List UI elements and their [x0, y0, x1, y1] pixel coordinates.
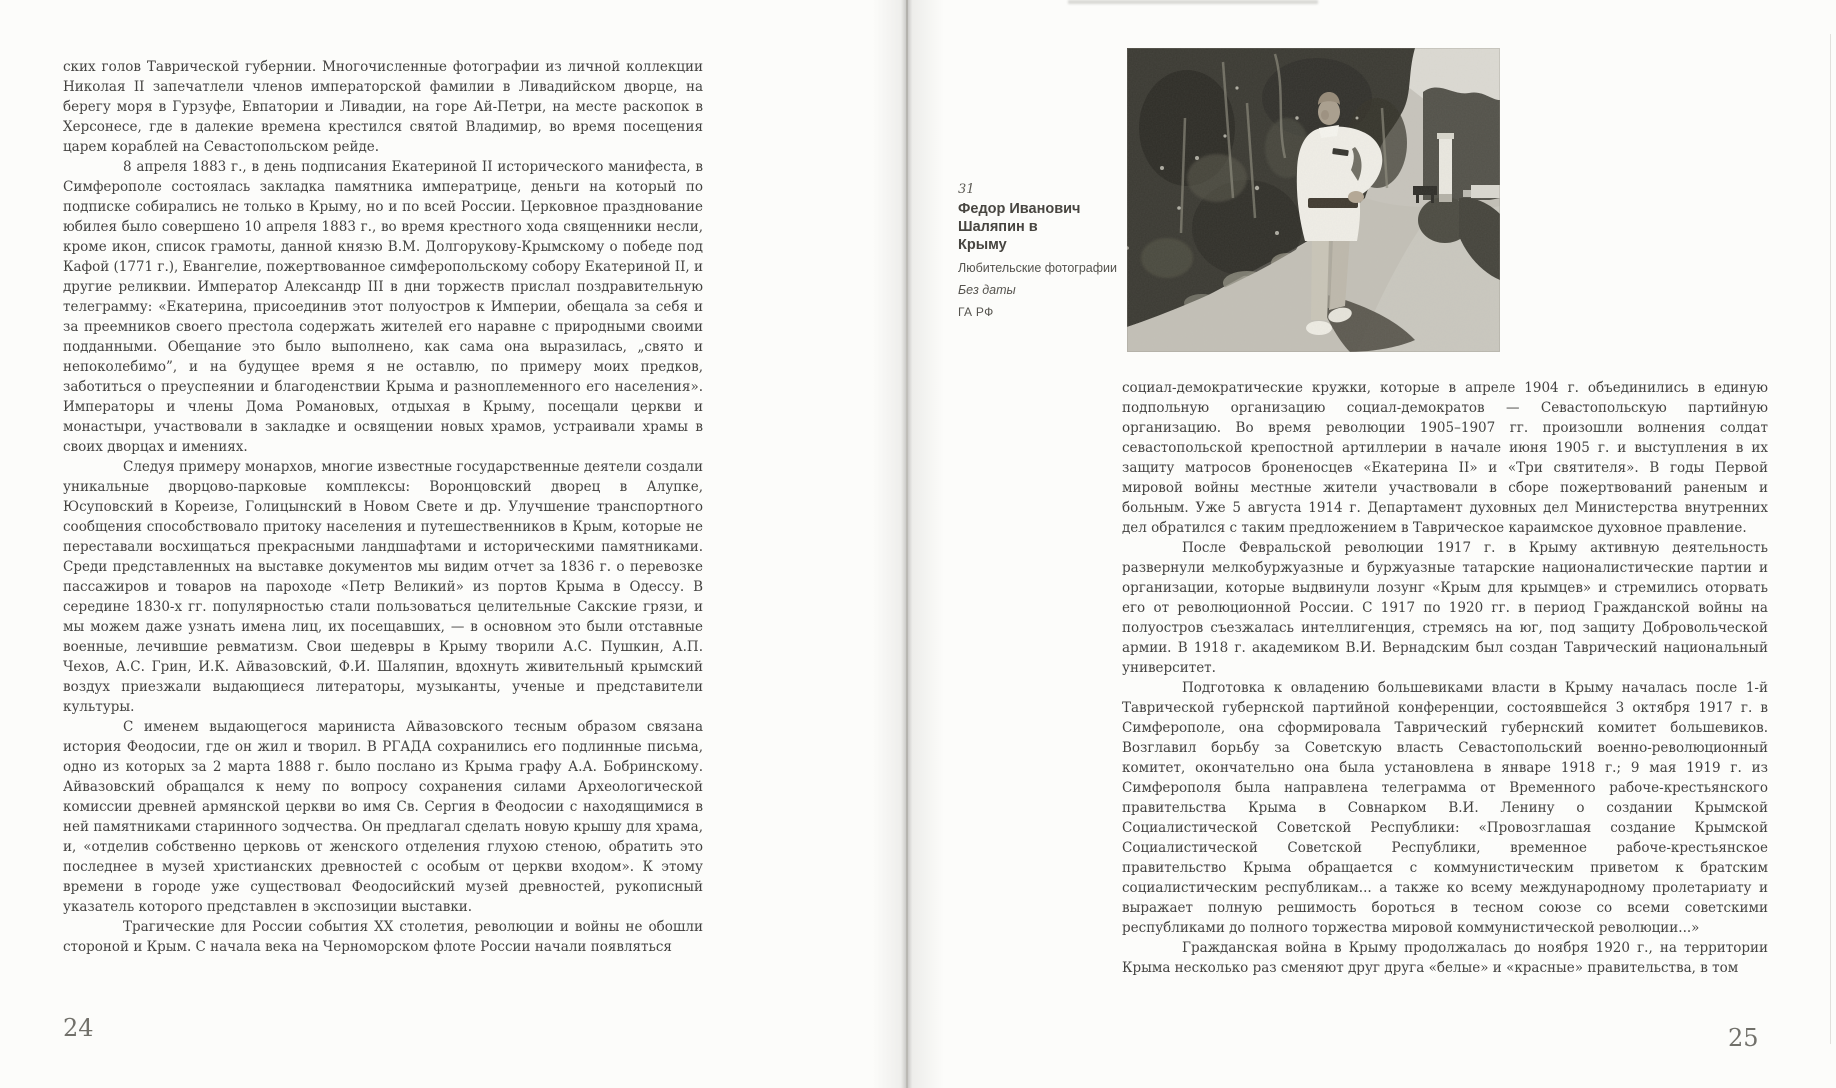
paragraph: ских голов Таврической губернии. Многочисленные фотографии из личной коллекции Николая II запечатлели членов императорской фамилии в Ливадийском дворце, на берегу моря в Гурзуфе, Евпатории и Ливадии, на горе Ай-Петри, на месте раскопок в Херсонесе, где в далекие времена крестился святой Владимир, во время посещения царем кораблей на Севастопольском рейде.: [63, 59, 703, 155]
paragraph: Подготовка к овладению большевиками власти в Крыму началась после 1-й Таврической губернской партийной конференции, состоявшейся 3 октября 1917 г. в Симферополе, она сформировала Таврический губернский комитет большевиков. Возглавил борьбу за Советскую власть Севастопольский военно-революционный комитет, окончательно она была установлена в январе 1918 г.; 9 мая 1919 г. из Симферополя была направлена телеграмма от Временного рабоче-крестьянского правительства Крыма в Совнарком В.И. Ленину о создании Крымской Социалистической Советской Республики: «Провозглашая создание Крымской Социалистической Советской Республики, временное рабоче-крестьянское правительство Крыма обращается с коммунистическим приветом к братским социалистическим республикам... а также ко всему международному пролетариату и выражает полную решимость бороться в тесном союзе со всеми советскими республиками до полного торжества мировой коммунистической революции...»: [1122, 680, 1768, 936]
figure-type: Любительские фотографии: [958, 261, 1117, 275]
paragraph: 8 апреля 1883 г., в день подписания Екатериной II исторического манифеста, в Симферополе состоялась закладка памятника императрице, деньги на который по подписке собирались не только в Крыму, но и по всей России. Церковное празднование юбилея было совершено 10 апреля 1883 г., во время крестного хода священники несли, кроме икон, список грамоты, данной князю В.М. Долгорукову-Крымскому о победе под Кафой (1771 г.), Евангелие, пожертвованное симферопольскому собору Екатериной II, и другие реликвии. Император Александр III в дни торжеств прислал поздравительную телеграмму: «Екатерина, присоединив этот полуостров к Империи, обещала за себя и за преемников своего престола содержать жителей его наравне с природными своими подданными. Обещание это было выполнено, как сама она выразилась, „свято и непоколебимо”, и на будущее время я не оставлю, по примеру моих предков, заботиться о преуспеянии и благоденствии Крыма и разноплеменного его населения». Императоры и члены Дома Романовых, отдыхая в Крыму, посещали церкви и монастыри, участвовали в закладке и освящении новых храмов, устраивали храмы в своих дворцах и имениях.: [63, 159, 703, 455]
right-page-edge: [1830, 34, 1831, 1044]
paragraph: После Февральской революции 1917 г. в Крыму активную деятельность развернули мелкобуржуазные и буржуазные татарские националистические партии и организации, которые выдвинули лозунг «Крым для крымцев» и стремились оторвать его от революционной России. С 1917 по 1920 гг. в период Гражданской войны на полуостров съезжалась интеллигенция, стремясь на юг, под защиту Добровольческой армии. В 1918 г. академиком В.И. Вернадским был создан Таврический национальный университет.: [1122, 540, 1768, 676]
figure-archive: ГА РФ: [958, 305, 994, 319]
figure-caption: [958, 182, 1133, 319]
figure-date: Без даты: [958, 283, 1016, 297]
page-number-right: 25: [1728, 1024, 1759, 1052]
photo-chaliapin: [1127, 48, 1500, 352]
figure-title: Федор Иванович Шаляпин в Крыму: [958, 201, 1081, 253]
right-page-text-column: [1122, 378, 1768, 978]
figure-number: 31: [958, 182, 975, 197]
paragraph: Гражданская война в Крыму продолжалась до ноября 1920 г., на территории Крыма несколько раз сменяют друг друга «белые» и «красные» правительства, в том: [1122, 940, 1768, 976]
paragraph: социал-демократические кружки, которые в апреле 1904 г. объединились в единую подпольную организацию социал-демократов — Севастопольскую партийную организацию. Во время революции 1905–1907 гг. произошли волнения солдат севастопольской крепостной артиллерии в начале июня 1905 г. и выступления в их защиту матросов броненосцев «Екатерина II» и «Три святителя». В годы Первой мировой войны местные жители участвовали в сборе пожертвований раненым и больным. Уже 5 августа 1914 г. Департамент духовных дел Министерства внутренних дел обратился с таким предложением в Таврическое караимское духовное правление.: [1122, 380, 1768, 536]
page-number-left: 24: [63, 1014, 94, 1042]
center-fold-shadow: [872, 0, 944, 1088]
page-top-edge: [1068, 0, 1318, 4]
paragraph: Следуя примеру монархов, многие известные государственные деятели создали уникальные дворцово-парковые комплексы: Воронцовский дворец в Алупке, Юсуповский в Кореизе, Голицынский в Новом Свете и др. Улучшение транспортного сообщения способствовало притоку населения и путешественников в Крым, которые не переставали восхищаться прекрасными ландшафтами и историческими памятниками. Среди представленных на выставке документов мы видим отчет за 1836 г. о перевозке пассажиров и товаров на пароходе «Петр Великий» из портов Крыма в Одессу. В середине 1830-х гг. популярностью стали пользоваться целительные Сакские грязи, и мы можем даже узнать имена лиц, их посещавших, — в основном это были отставные военные, лечившие ревматизм. Свои шедевры в Крыму творили А.С. Пушкин, А.П. Чехов, А.С. Грин, И.К. Айвазовский, Ф.И. Шаляпин, вдохнуть живительный крымский воздух приезжали выдающиеся литераторы, музыканты, ученые и представители культуры.: [63, 459, 703, 715]
paragraph: С именем выдающегося мариниста Айвазовского тесным образом связана история Феодосии, где он жил и творил. В РГАДА сохранились его подлинные письма, одно из которых за 2 марта 1888 г. было послано из Крыма графу А.А. Бобринскому. Айвазовский обращался к нему по вопросу сохранения силами Археологической комиссии древней армянской церкви во имя Св. Сергия в Феодосии с находящимися в ней памятниками старинного зодчества. Он предлагал сделать новую крышу для храма, и, «отделив собственно церковь от женского отделения глухою стеною, обратить это последнее в музей христианских древностей с особым от церкви входом». К этому времени в городе уже существовал Феодосийский музей древностей, рукописный указатель которого представлен в экспозиции выставки.: [63, 719, 703, 915]
paragraph: Трагические для России события XX столетия, революции и войны не обошли стороной и Крым. С начала века на Черноморском флоте России начали появляться: [63, 919, 703, 955]
left-page-text-column: [63, 57, 703, 957]
center-fold-line: [906, 0, 908, 1088]
